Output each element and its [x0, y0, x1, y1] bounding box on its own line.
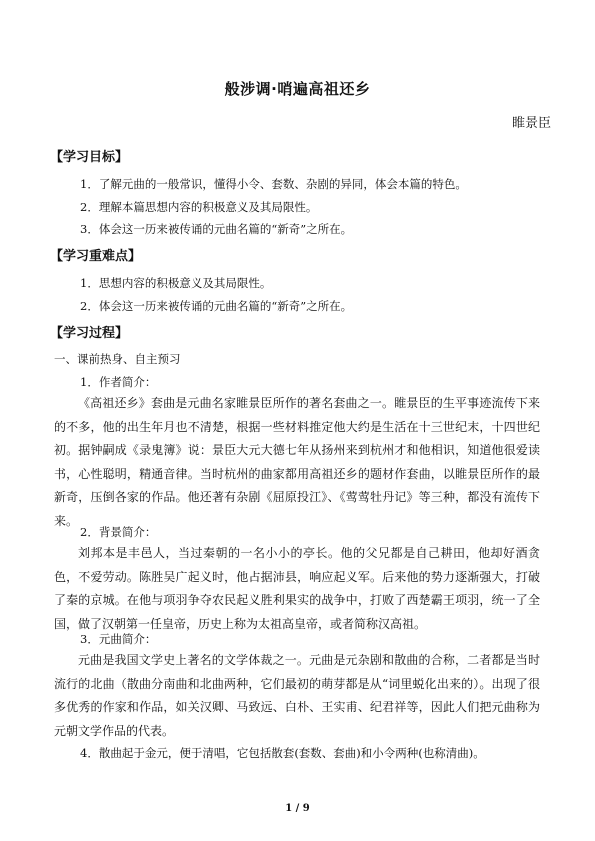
process-part-1: 一、课前热身、自主预习	[54, 352, 181, 366]
author-intro-text: 《高祖还乡》套曲是元曲名家睢景臣所作的著名套曲之一。睢景臣的生平事迹流传下来的不多，他的出生年月也不清楚，根据一些材料推定他大约是生活在十三世纪末，十四世纪初。据钟嗣成《录鬼簿》说：景臣大元大德七年从扬州来到杭州才和他相识，知道他很爱读书，心性聪明，精通音律。当时杭州的曲家都用高祖还乡的题材作套曲，以睢景臣所作的最新奇，压倒各家的作品。他还著有杂剧《屈原投江》、《莺莺牡丹记》等三种，都没有流传下来。	[54, 396, 540, 528]
objective-item-1: 1．了解元曲的一般常识，懂得小令、套数、杂剧的异同，体会本篇的特色。	[80, 177, 467, 191]
yuanqu-intro-text: 元曲是我国文学史上著名的文学体裁之一。元曲是元杂剧和散曲的合称，二者都是当时流行的北曲（散曲分南曲和北曲两种，它们最初的萌芽都是从“词里蜕化出来的）。出现了很多优秀的作家和作品，如关汉卿、马致远、白朴、王实甫、纪君祥等，因此人们把元曲称为元朝文学作品的代表。	[54, 653, 540, 738]
author-name: 睢景臣	[511, 116, 551, 131]
key-point-item-1: 1．思想内容的积极意义及其局限性。	[80, 276, 272, 290]
author-intro-label: 1．作者简介：	[80, 375, 157, 389]
yuanqu-intro-label: 3．元曲简介：	[80, 632, 157, 646]
section-heading-process: 【学习过程】	[50, 326, 129, 341]
section-heading-key-points: 【学习重难点】	[50, 249, 142, 264]
page-title: 般涉调·哨遍高祖还乡	[224, 80, 371, 98]
background-intro-text: 刘邦本是丰邑人，当过秦朝的一名小小的亭长。他的父兄都是自己耕田，他却好酒贪色，不爱劳动。陈胜吴广起义时，他占据沛县，响应起义军。后来他的势力逐渐强大，打破了秦的京城。在他与项羽争夺农民起义胜利果实的战争中，打败了西楚霸王项羽，统一了全国，做了汉朝第一任皇帝，历史上称为太祖高皇帝，或者简称汉高祖。	[54, 546, 540, 631]
key-point-item-2: 2．体会这一历来被传诵的元曲名篇的“新奇”之所在。	[80, 299, 353, 313]
section-heading-objectives: 【学习目标】	[50, 150, 129, 165]
objective-item-3: 3．体会这一历来被传诵的元曲名篇的“新奇”之所在。	[80, 222, 353, 236]
background-intro-label: 2．背景简介：	[80, 525, 157, 539]
objective-item-2: 2．理解本篇思想内容的积极意义及其局限性。	[80, 200, 318, 214]
sanqu-intro-text: 4．散曲起于金元，便于清唱，它包括散套(套数、套曲)和小令两种(也称清曲)。	[80, 746, 485, 760]
page-number: 1 / 9	[285, 803, 310, 814]
